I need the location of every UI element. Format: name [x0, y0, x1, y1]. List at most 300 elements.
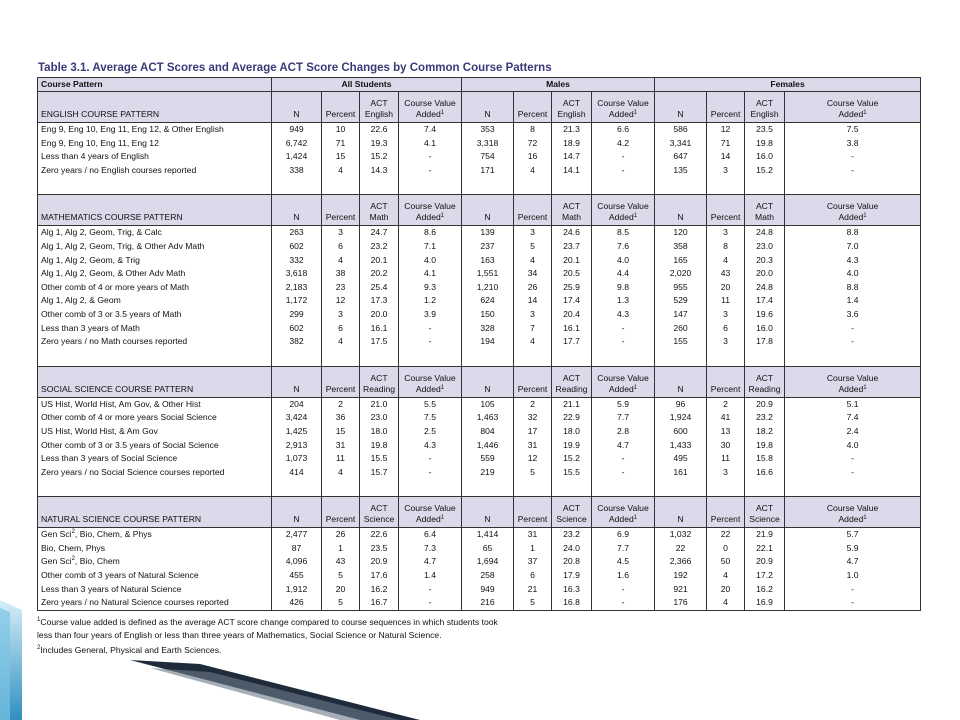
cva-line2: Added$^1$: [838, 212, 867, 223]
spacer-cell: [655, 177, 707, 195]
cell-course-value-added: -: [785, 164, 921, 178]
cva-line2: Added$^1$: [838, 109, 867, 119]
cell-percent: 20: [707, 583, 745, 597]
cell-act: 24.0: [552, 542, 592, 556]
act-line1: ACT: [755, 503, 774, 514]
cva-line2: Added$^1$: [415, 383, 445, 394]
col-header-act: [360, 92, 399, 123]
cell-act: 20.2: [360, 267, 399, 281]
col-header-n: N: [272, 497, 322, 528]
cell-course-value-added: 4.7: [785, 555, 921, 569]
cva-line2: Added$^1$: [608, 109, 638, 119]
row-label: Less than 3 years of Social Science: [38, 452, 272, 466]
cell-course-value-added: 7.5: [785, 123, 921, 137]
cell-n: 204: [272, 397, 322, 411]
cva-line2: Added$^1$: [415, 109, 445, 119]
row-label: Bio, Chem, Phys: [38, 542, 272, 556]
cell-course-value-added: 5.9: [592, 397, 655, 411]
row-label: Other comb of 3 or 3.5 years of Social Science: [38, 439, 272, 453]
act-line1: ACT: [562, 503, 581, 514]
footnotes: [37, 614, 498, 657]
cell-act: 17.4: [552, 294, 592, 308]
cell-n: 258: [462, 569, 514, 583]
corner-stripes: [0, 608, 10, 720]
cva-line1: Course Value: [597, 201, 649, 212]
cell-n: 414: [272, 466, 322, 480]
cell-course-value-added: 2.4: [785, 425, 921, 439]
row-label: Less than 3 years of Math: [38, 322, 272, 336]
col-header-act: [745, 497, 785, 528]
cell-n: 4,096: [272, 555, 322, 569]
cell-n: 1,924: [655, 411, 707, 425]
act-line2: English: [750, 109, 779, 119]
cell-act: 20.9: [360, 555, 399, 569]
act-line2: Math: [754, 212, 775, 223]
cell-act: 19.3: [360, 137, 399, 151]
cell-n: 1,032: [655, 528, 707, 542]
col-header-percent: Percent: [322, 195, 360, 226]
cell-n: 382: [272, 335, 322, 349]
cell-course-value-added: 4.3: [592, 308, 655, 322]
spacer-cell: [38, 177, 272, 195]
cell-act: 20.1: [360, 254, 399, 268]
cva-footnote-marker: 1: [863, 213, 867, 220]
col-header-n: N: [462, 92, 514, 123]
cva-footnote-marker: 1: [863, 110, 867, 116]
cva-footnote-marker: 1: [863, 515, 867, 522]
spacer-cell: [707, 177, 745, 195]
cell-act: 19.8: [360, 439, 399, 453]
cva-footnote-marker: 1: [633, 384, 638, 391]
bottom-light-swoosh: [150, 668, 400, 720]
cell-percent: 6: [514, 569, 552, 583]
cell-act: 20.9: [745, 555, 785, 569]
cell-act: 16.0: [745, 322, 785, 336]
col-header-act: [552, 497, 592, 528]
cell-n: 2,913: [272, 439, 322, 453]
cva-line2: Added$^1$: [415, 514, 445, 525]
cell-course-value-added: 1.0: [785, 569, 921, 583]
cva-footnote-marker: 1: [440, 110, 445, 116]
cell-course-value-added: 4.0: [785, 267, 921, 281]
cva-footnote-marker: 1: [633, 213, 638, 220]
cell-course-value-added: 8.6: [399, 226, 462, 240]
cell-percent: 11: [707, 294, 745, 308]
col-header-percent: Percent: [322, 366, 360, 397]
cell-act: 24.7: [360, 226, 399, 240]
cell-n: 921: [655, 583, 707, 597]
cell-course-value-added: -: [785, 596, 921, 610]
col-header-course-value-added: [785, 195, 921, 226]
cell-act: 15.8: [745, 452, 785, 466]
cell-percent: 4: [514, 164, 552, 178]
cell-percent: 4: [707, 254, 745, 268]
table-row: [38, 411, 921, 425]
table-row: [38, 452, 921, 466]
cell-course-value-added: 8.8: [785, 281, 921, 295]
cell-act: 24.8: [745, 281, 785, 295]
col-header-course-value-added: [592, 195, 655, 226]
cell-percent: 20: [707, 281, 745, 295]
spacer-cell: [707, 349, 745, 367]
cell-n: 600: [655, 425, 707, 439]
cell-n: 804: [462, 425, 514, 439]
cell-n: 353: [462, 123, 514, 137]
spacer-cell: [462, 479, 514, 497]
cell-course-value-added: 9.8: [592, 281, 655, 295]
cell-course-value-added: 2.8: [592, 425, 655, 439]
cell-n: 6,742: [272, 137, 322, 151]
spacer-cell: [360, 479, 399, 497]
cell-course-value-added: -: [399, 583, 462, 597]
spacer-cell: [272, 349, 322, 367]
cell-act: 20.0: [745, 267, 785, 281]
cell-n: 171: [462, 164, 514, 178]
cell-act: 20.0: [360, 308, 399, 322]
course-pattern-header: Course Pattern: [38, 78, 272, 92]
cell-n: 3,424: [272, 411, 322, 425]
cell-course-value-added: -: [592, 164, 655, 178]
cell-n: 120: [655, 226, 707, 240]
group-header-row: [38, 78, 921, 92]
table-row: [38, 240, 921, 254]
col-header-n: N: [655, 195, 707, 226]
cell-course-value-added: -: [592, 466, 655, 480]
cell-n: 139: [462, 226, 514, 240]
section-spacer: [38, 349, 921, 367]
cell-course-value-added: 4.0: [399, 254, 462, 268]
cell-n: 22: [655, 542, 707, 556]
cell-n: 949: [462, 583, 514, 597]
act-line1: ACT: [370, 201, 388, 212]
act-line1: ACT: [370, 98, 388, 108]
cell-percent: 2: [707, 397, 745, 411]
cell-course-value-added: -: [785, 452, 921, 466]
table-row: [38, 466, 921, 480]
table-title: Table 3.1. Average ACT Scores and Average ACT Score Changes by Common Course Patterns: [38, 62, 552, 74]
cva-line1: Course Value: [826, 372, 879, 383]
cell-n: 260: [655, 322, 707, 336]
cell-percent: 31: [514, 528, 552, 542]
cell-act: 15.2: [360, 150, 399, 164]
cva-line2: Added$^1$: [608, 514, 638, 525]
cell-course-value-added: 7.7: [592, 542, 655, 556]
spacer-cell: [655, 479, 707, 497]
col-header-percent: Percent: [514, 497, 552, 528]
cell-course-value-added: 2.5: [399, 425, 462, 439]
cell-percent: 5: [514, 466, 552, 480]
table-row: [38, 425, 921, 439]
cell-course-value-added: 7.7: [592, 411, 655, 425]
cell-percent: 72: [514, 137, 552, 151]
table-row: [38, 555, 921, 569]
table-row: [38, 281, 921, 295]
spacer-cell: [592, 349, 655, 367]
cell-n: 3,318: [462, 137, 514, 151]
cva-footnote-marker: 1: [440, 213, 445, 220]
cell-percent: 3: [322, 226, 360, 240]
footnote-line: $^2$Includes General, Physical and Earth Sciences.: [37, 644, 222, 655]
cell-course-value-added: -: [785, 322, 921, 336]
cell-n: 96: [655, 397, 707, 411]
cell-n: 1,433: [655, 439, 707, 453]
cell-n: 1,073: [272, 452, 322, 466]
table-row: [38, 226, 921, 240]
act-line1: ACT: [562, 201, 581, 212]
cell-n: 87: [272, 542, 322, 556]
cell-course-value-added: 4.7: [592, 439, 655, 453]
spacer-cell: [592, 177, 655, 195]
spacer-cell: [360, 349, 399, 367]
cell-course-value-added: -: [592, 322, 655, 336]
cell-act: 16.7: [360, 596, 399, 610]
table-row: [38, 294, 921, 308]
row-label: Other comb of 3 years of Natural Science: [38, 569, 272, 583]
spacer-cell: [38, 479, 272, 497]
spacer-cell: [785, 479, 921, 497]
section-title: MATHEMATICS COURSE PATTERN: [38, 195, 272, 226]
act-line2: English: [557, 109, 586, 119]
cell-act: 17.2: [745, 569, 785, 583]
cell-course-value-added: -: [592, 335, 655, 349]
cell-act: 18.0: [552, 425, 592, 439]
col-header-n: N: [462, 366, 514, 397]
table-row: [38, 267, 921, 281]
cell-course-value-added: 1.6: [592, 569, 655, 583]
cell-act: 16.1: [360, 322, 399, 336]
cell-percent: 4: [707, 596, 745, 610]
cell-percent: 3: [707, 335, 745, 349]
cell-n: 1,912: [272, 583, 322, 597]
cell-course-value-added: -: [785, 150, 921, 164]
cell-act: 16.0: [745, 150, 785, 164]
table-row: [38, 164, 921, 178]
table-row: [38, 397, 921, 411]
spacer-cell: [399, 177, 462, 195]
section-spacer: [38, 479, 921, 497]
spacer-cell: [322, 177, 360, 195]
cell-percent: 23: [322, 281, 360, 295]
spacer-cell: [552, 177, 592, 195]
cell-course-value-added: 4.7: [399, 555, 462, 569]
row-label: Less than 3 years of Natural Science: [38, 583, 272, 597]
cell-course-value-added: 8.5: [592, 226, 655, 240]
spacer-cell: [462, 177, 514, 195]
col-header-act: [360, 366, 399, 397]
col-header-percent: Percent: [707, 92, 745, 123]
col-header-percent: Percent: [514, 366, 552, 397]
cell-act: 14.7: [552, 150, 592, 164]
section-header-row: [38, 497, 921, 528]
cell-percent: 16: [514, 150, 552, 164]
row-label: Gen Sci$^2$, Bio, Chem, & Phys: [38, 528, 272, 542]
cell-act: 23.2: [552, 528, 592, 542]
cell-percent: 3: [707, 466, 745, 480]
cva-line1: Course Value: [826, 98, 879, 108]
cell-act: 21.3: [552, 123, 592, 137]
cell-percent: 31: [514, 439, 552, 453]
cell-n: 1,551: [462, 267, 514, 281]
cell-course-value-added: 4.4: [592, 267, 655, 281]
col-header-act: [552, 195, 592, 226]
cell-n: 328: [462, 322, 514, 336]
cell-course-value-added: 6.6: [592, 123, 655, 137]
col-header-course-value-added: [592, 497, 655, 528]
cell-course-value-added: 4.1: [399, 267, 462, 281]
cell-act: 21.1: [552, 397, 592, 411]
spacer-cell: [552, 349, 592, 367]
cell-act: 16.6: [745, 466, 785, 480]
cell-percent: 3: [707, 164, 745, 178]
act-line1: ACT: [370, 372, 388, 383]
cell-n: 161: [655, 466, 707, 480]
cell-act: 19.8: [745, 439, 785, 453]
act-line2: Reading: [362, 383, 395, 394]
col-header-n: N: [272, 366, 322, 397]
spacer-cell: [399, 479, 462, 497]
cell-course-value-added: -: [785, 335, 921, 349]
cell-n: 647: [655, 150, 707, 164]
cell-course-value-added: 7.6: [592, 240, 655, 254]
col-header-course-value-added: [399, 497, 462, 528]
cell-act: 23.5: [745, 123, 785, 137]
cell-course-value-added: 8.8: [785, 226, 921, 240]
cell-percent: 38: [322, 267, 360, 281]
cell-course-value-added: 3.9: [399, 308, 462, 322]
cell-n: 3,618: [272, 267, 322, 281]
cell-act: 15.5: [360, 452, 399, 466]
cell-percent: 41: [707, 411, 745, 425]
col-header-n: N: [272, 92, 322, 123]
cell-act: 25.4: [360, 281, 399, 295]
cva-footnote-marker: 1: [440, 515, 445, 522]
cell-course-value-added: 5.1: [785, 397, 921, 411]
cva-line1: Course Value: [404, 503, 456, 514]
cell-act: 14.1: [552, 164, 592, 178]
row-label: Other comb of 4 or more years of Math: [38, 281, 272, 295]
act-line2: Science: [749, 514, 780, 525]
cell-act: 16.2: [745, 583, 785, 597]
col-header-n: N: [462, 195, 514, 226]
cell-n: 192: [655, 569, 707, 583]
cva-line1: Course Value: [826, 201, 879, 212]
cell-percent: 1: [514, 542, 552, 556]
cell-n: 3,341: [655, 137, 707, 151]
cell-act: 15.2: [745, 164, 785, 178]
cva-line2: Added$^1$: [838, 383, 867, 394]
cell-percent: 4: [322, 335, 360, 349]
col-header-act: [360, 497, 399, 528]
cell-act: 20.3: [745, 254, 785, 268]
cell-percent: 31: [322, 439, 360, 453]
cell-percent: 11: [322, 452, 360, 466]
cell-course-value-added: 4.5: [592, 555, 655, 569]
cell-percent: 3: [322, 308, 360, 322]
cell-act: 24.6: [552, 226, 592, 240]
cell-course-value-added: 5.5: [399, 397, 462, 411]
cell-course-value-added: 7.1: [399, 240, 462, 254]
row-label: Eng 9, Eng 10, Eng 11, Eng 12, & Other English: [38, 123, 272, 137]
cell-course-value-added: 3.8: [785, 137, 921, 151]
cell-course-value-added: 7.3: [399, 542, 462, 556]
cell-act: 17.3: [360, 294, 399, 308]
cell-act: 22.1: [745, 542, 785, 556]
spacer-cell: [745, 177, 785, 195]
col-header-percent: Percent: [707, 497, 745, 528]
cell-percent: 50: [707, 555, 745, 569]
section-spacer: [38, 177, 921, 195]
cell-act: 17.9: [552, 569, 592, 583]
act-line2: Math: [369, 212, 389, 223]
cva-footnote-marker: 1: [633, 515, 638, 522]
cva-footnote-marker: 1: [440, 384, 445, 391]
cva-line2: Added$^1$: [415, 212, 445, 223]
cell-course-value-added: 7.5: [399, 411, 462, 425]
row-label: Less than 4 years of English: [38, 150, 272, 164]
cell-course-value-added: -: [592, 583, 655, 597]
row-label: US Hist, World Hist, Am Gov, & Other Hist: [38, 397, 272, 411]
act-line2: Science: [363, 514, 395, 525]
col-header-n: N: [462, 497, 514, 528]
cell-n: 358: [655, 240, 707, 254]
table-row: [38, 308, 921, 322]
cell-n: 165: [655, 254, 707, 268]
cell-percent: 36: [322, 411, 360, 425]
col-header-course-value-added: [399, 366, 462, 397]
cell-act: 16.8: [552, 596, 592, 610]
cell-course-value-added: -: [592, 596, 655, 610]
footnote-line: $^1$Course value added is defined as the average ACT score change compared to course sequences in which students took: [37, 616, 498, 627]
cell-percent: 0: [707, 542, 745, 556]
row-label: Other comb of 3 or 3.5 years of Math: [38, 308, 272, 322]
cell-act: 20.9: [745, 397, 785, 411]
act-line2: Math: [561, 212, 582, 223]
col-header-act: [745, 366, 785, 397]
cell-n: 2,183: [272, 281, 322, 295]
spacer-cell: [514, 479, 552, 497]
spacer-cell: [707, 479, 745, 497]
footnote-marker: 2: [71, 529, 75, 536]
cell-percent: 34: [514, 267, 552, 281]
cell-percent: 22: [707, 528, 745, 542]
cell-percent: 20: [322, 583, 360, 597]
row-label: Alg 1, Alg 2, Geom, Trig, & Calc: [38, 226, 272, 240]
cell-act: 17.5: [360, 335, 399, 349]
cell-percent: 11: [707, 452, 745, 466]
cell-percent: 13: [707, 425, 745, 439]
cell-percent: 6: [707, 322, 745, 336]
cell-percent: 14: [514, 294, 552, 308]
row-label: Zero years / no Social Science courses reported: [38, 466, 272, 480]
cell-act: 19.9: [552, 439, 592, 453]
cell-n: 2,020: [655, 267, 707, 281]
cell-course-value-added: 4.0: [785, 439, 921, 453]
cva-line1: Course Value: [404, 98, 456, 108]
cell-act: 18.9: [552, 137, 592, 151]
spacer-cell: [399, 349, 462, 367]
col-header-percent: Percent: [707, 366, 745, 397]
cell-act: 23.0: [745, 240, 785, 254]
cell-act: 16.9: [745, 596, 785, 610]
spacer-cell: [745, 479, 785, 497]
cell-percent: 1: [322, 542, 360, 556]
cell-n: 455: [272, 569, 322, 583]
cell-percent: 71: [707, 137, 745, 151]
cell-percent: 4: [514, 254, 552, 268]
cell-course-value-added: 7.4: [399, 123, 462, 137]
spacer-cell: [592, 479, 655, 497]
cell-act: 17.7: [552, 335, 592, 349]
